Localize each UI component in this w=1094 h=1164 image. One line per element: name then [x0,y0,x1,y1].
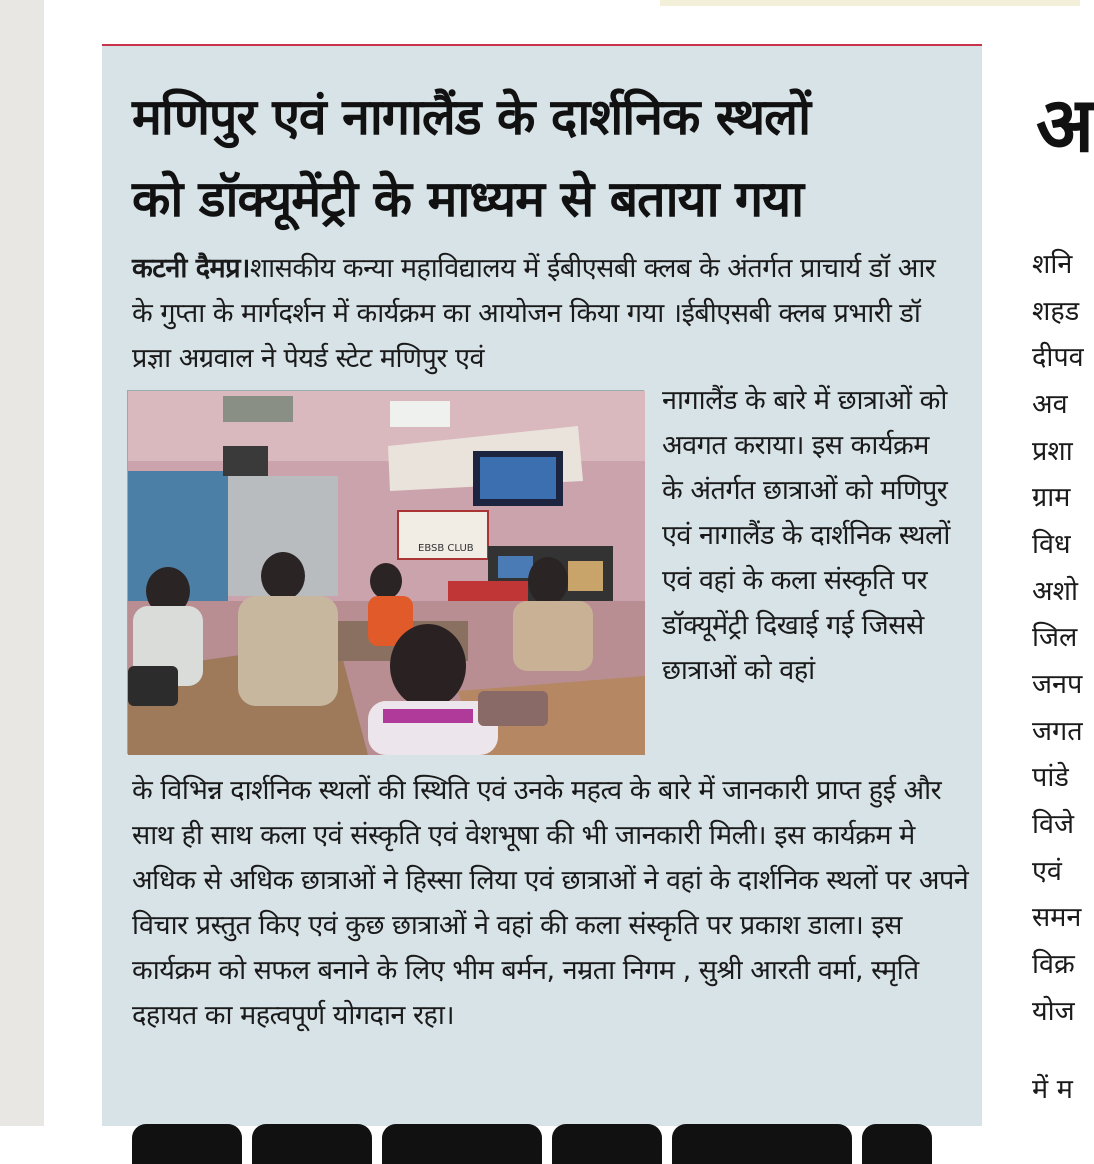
dateline: कटनी दैमप्र। [132,253,250,284]
news-article [102,44,982,1126]
adjacent-line: में म [1032,1074,1073,1105]
article-lead-paragraph [132,246,962,381]
adjacent-line: समन [1032,902,1082,933]
adjacent-line: जिल [1032,622,1078,653]
adjacent-line: प्रशा [1032,436,1073,467]
adjacent-line: योज [1032,996,1075,1027]
adjacent-line: पांडे [1032,762,1069,793]
headline-line-1: मणिपुर एवं नागालैंड के दार्शनिक स्थलों [132,88,811,146]
adjacent-line: अशो [1032,576,1078,607]
classroom-photo [127,390,644,754]
adjacent-line: विध [1032,529,1071,560]
classroom-photo-illustration [128,391,645,755]
adjacent-line: अव [1032,389,1068,420]
adjacent-line: शहड [1032,296,1080,327]
adjacent-line: ग्राम [1032,482,1071,513]
adjacent-line: एवं [1032,856,1062,887]
adjacent-line: जनप [1032,669,1083,700]
lead-text: शासकीय कन्या महाविद्यालय में ईबीएसबी क्लब के अंतर्गत प्राचार्य डॉ आर के गुप्ता के मार्गदर्शन में कार्यक्रम का आयोजन किया गया ।ईबीएसबी क्लब प्रभारी डॉ प्रज्ञा अग्रवाल ने पेयर्ड स्टेट मणिपुर एवं [132,253,936,374]
headline-line-2: को डॉक्यूमेंट्री के माध्यम से बताया गया [132,170,804,228]
adjacent-line: दीपव [1032,342,1084,373]
article-tail-paragraph: के विभिन्न दार्शनिक स्थलों की स्थिति एवं उनके महत्व के बारे में जानकारी प्राप्त हुई और साथ ही साथ कला एवं संस्कृति एवं वेशभूषा की भी जानकारी मिली। इस कार्यक्रम मे अधिक से अधिक छात्राओं ने हिस्सा लिया एवं छात्राओं ने वहां के दार्शनिक स्थलों पर अपने विचार प्रस्तुत किए एवं कुछ छात्राओं ने वहां की कला संस्कृति पर प्रकाश डाला। इस कार्यक्रम को सफल बनाने के लिए भीम बर्मन, नम्रता निगम , सुश्री आरती वर्मा, स्मृति दहायत का महत्वपूर्ण योगदान रहा। [132,775,969,1031]
adjacent-line: शनि [1032,249,1073,280]
article-side-paragraph: नागालैंड के बारे में छात्राओं को अवगत कराया। इस कार्यक्रम के अंतर्गत छात्राओं को मणिपुर एवं नागालैंड के दार्शनिक स्थलों एवं वहां के कला संस्कृति पर डॉक्यूमेंट्री दिखाई गई जिससे छात्राओं को वहां [662,385,950,686]
adjacent-headline-fragment: अ [1036,80,1094,169]
page-margin [0,0,44,1126]
next-article-headline-cropped [132,1104,972,1144]
article-headline [132,76,962,240]
adjacent-line: जगत [1032,716,1083,747]
adjacent-line: विजे [1032,809,1075,840]
photo-banner-text: EBSB CLUB [418,543,474,554]
adjacent-line: विक्र [1032,949,1075,980]
top-strip [660,0,1080,6]
adjacent-column [1000,60,1094,1126]
